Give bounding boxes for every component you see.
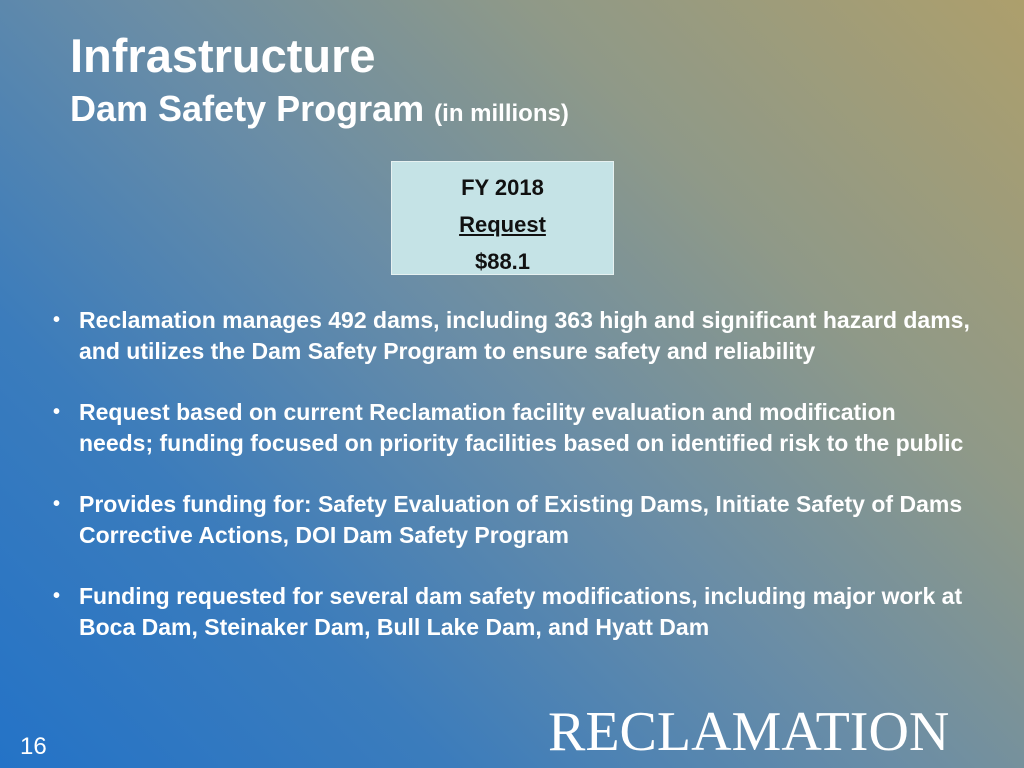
bullet-item [53,305,973,366]
bullet-item [53,581,973,642]
bullet-text: Provides funding for: Safety Evaluation of Existing Dams, Initiate Safety of Dams Corrective Actions, DOI Dam Safety Program [79,491,963,548]
subtitle-text: Dam Safety Program [70,88,425,129]
bullet-text: Reclamation manages 492 dams, including 363 high and significant hazard dams, and utilizes the Dam Safety Program to ensure safety and reliability [79,307,970,364]
bullet-icon: • [53,401,61,423]
slide-title: Infrastructure [70,29,376,82]
fy-request-label: Request [459,212,546,237]
bullet-icon: • [53,309,61,331]
bullet-icon: • [53,585,61,607]
slide-subtitle [70,86,569,137]
fy-request-box [391,161,614,275]
fy-year: FY 2018 [461,175,544,200]
bullet-text: Request based on current Reclamation facility evaluation and modification needs; funding focused on priority facilities based on identified risk to the public [79,399,964,456]
fy-amount: $88.1 [474,249,531,274]
bullet-text: Funding requested for several dam safety modifications, including major work at Boca Dam, Steinaker Dam, Bull Lake Dam, and Hyatt Dam [79,583,963,640]
bullet-item [53,397,973,458]
bullet-list [53,305,973,673]
reclamation-logo: RECLAMATION [548,701,950,763]
bullet-icon: • [53,493,61,515]
bullet-item [53,489,973,550]
page-number: 16 [20,733,47,760]
subtitle-note: (in millions) [434,100,569,127]
